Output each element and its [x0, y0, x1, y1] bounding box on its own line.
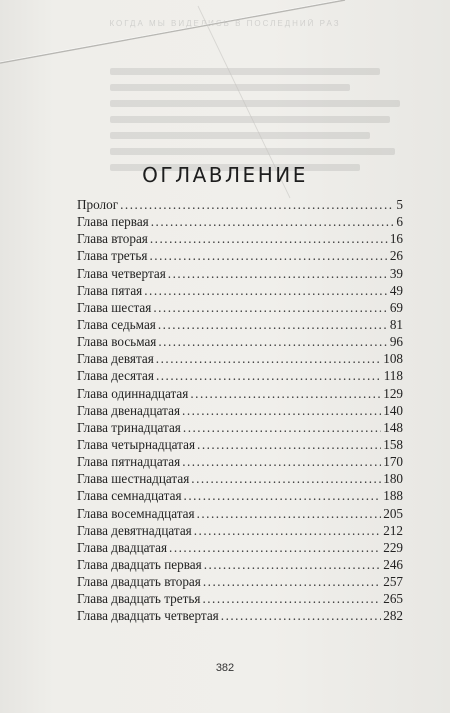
dot-leader — [158, 316, 388, 333]
toc-entry-label: Глава двадцать вторая — [77, 574, 201, 590]
dot-leader — [158, 333, 387, 350]
toc-entry-label: Глава вторая — [77, 231, 148, 247]
toc-entry-label: Глава четырнадцатая — [77, 436, 196, 452]
dot-leader — [197, 505, 382, 522]
toc-entry-page: 170 — [383, 454, 403, 470]
dot-leader — [150, 230, 388, 247]
toc-entry-page: 6 — [396, 214, 403, 230]
toc-entry-label: Глава третья — [77, 248, 148, 264]
page-number: 382 — [215, 662, 235, 674]
toc-entry-label: Глава пятнадцатая — [77, 454, 181, 470]
toc-entry-page: 212 — [383, 522, 403, 538]
dot-leader — [144, 282, 388, 299]
toc-entry — [77, 333, 403, 350]
toc-entry-page: 39 — [389, 265, 403, 281]
toc-entry-label: Глава десятая — [77, 368, 154, 384]
toc-entry — [77, 316, 403, 333]
toc-entry-label: Глава двадцать третья — [77, 591, 201, 607]
toc-entry-page: 81 — [389, 316, 403, 332]
toc-entry — [77, 230, 403, 247]
running-head: КОГДА МЫ ВИДЕЛИСЬ В ПОСЛЕДНИЙ РАЗ — [109, 19, 341, 28]
toc-entry — [77, 299, 403, 316]
toc-entry — [77, 522, 403, 539]
toc-entry-page: 5 — [396, 197, 403, 212]
toc-entry-page: 69 — [389, 299, 403, 315]
toc-entry-label: Глава восемнадцатая — [77, 505, 195, 521]
dot-leader — [149, 247, 387, 264]
toc-entry — [77, 505, 403, 522]
toc-entry-label: Глава девятая — [77, 351, 154, 367]
toc-entry-page: 129 — [383, 385, 403, 401]
toc-entry-page: 188 — [383, 488, 403, 504]
toc-entry-label: Глава четвертая — [77, 265, 166, 281]
toc-entry — [77, 556, 403, 573]
dot-leader — [202, 590, 381, 607]
toc-entry-page: 180 — [383, 471, 403, 487]
toc-entry — [77, 590, 403, 607]
toc-entry-page: 257 — [383, 574, 403, 590]
toc-entry — [77, 436, 403, 453]
toc-entry-label: Глава тринадцатая — [77, 419, 181, 435]
toc-entry-label: Глава восьмая — [77, 334, 157, 350]
dot-leader — [182, 402, 381, 419]
toc-entry-label: Глава семнадцатая — [77, 488, 182, 504]
toc-entry-page: 265 — [383, 591, 403, 607]
toc-entry-page: 140 — [383, 402, 403, 418]
toc-entry-label: Глава пятая — [77, 282, 143, 298]
dot-leader — [190, 385, 381, 402]
dot-leader — [168, 265, 388, 282]
page-title: ОГЛАВЛЕНИЕ — [142, 163, 308, 188]
dot-leader — [221, 607, 381, 624]
dot-leader — [191, 470, 381, 487]
toc-entry-page: 282 — [383, 608, 403, 624]
toc-entry — [77, 247, 403, 264]
toc-entry — [77, 607, 403, 624]
toc-entry — [77, 265, 403, 282]
toc-entry-page: 108 — [383, 351, 403, 367]
toc-entry — [77, 402, 403, 419]
toc-entry — [77, 213, 403, 230]
dot-leader — [194, 522, 381, 539]
toc-entry-label: Глава девятнадцатая — [77, 522, 192, 538]
toc-entry — [77, 419, 403, 436]
toc-entry-page: 148 — [383, 419, 403, 435]
toc-entry-page: 158 — [383, 436, 403, 452]
dot-leader — [204, 556, 382, 573]
dot-leader — [182, 453, 381, 470]
toc-entry-label: Глава двадцать первая — [77, 556, 202, 572]
toc-entry-label: Глава шестнадцатая — [77, 471, 190, 487]
toc-entry-label: Глава одиннадцатая — [77, 385, 189, 401]
dot-leader — [203, 573, 381, 590]
toc-entry — [77, 350, 403, 367]
toc-entry — [77, 282, 403, 299]
toc-entry — [77, 453, 403, 470]
toc-entry — [77, 196, 403, 213]
toc-entry-label: Глава двенадцатая — [77, 402, 181, 418]
toc-entry — [77, 470, 403, 487]
toc-entry-label: Глава седьмая — [77, 316, 156, 332]
toc-entry-page: 16 — [389, 231, 403, 247]
dot-leader — [153, 299, 388, 316]
toc-entry-label: Глава двадцатая — [77, 539, 168, 555]
table-of-contents — [77, 196, 403, 625]
toc-entry-page: 96 — [389, 334, 403, 350]
toc-entry — [77, 385, 403, 402]
toc-entry-label: Глава шестая — [77, 299, 152, 315]
dot-leader — [183, 419, 381, 436]
dot-leader — [197, 436, 381, 453]
dot-leader — [169, 539, 381, 556]
toc-entry-label: Глава двадцать четвертая — [77, 608, 219, 624]
dot-leader — [151, 213, 395, 230]
toc-entry-page: 205 — [383, 505, 403, 521]
toc-entry-page: 26 — [389, 248, 403, 264]
dot-leader — [156, 367, 382, 384]
dot-leader — [120, 196, 394, 213]
toc-entry-page: 246 — [383, 556, 403, 572]
toc-entry-page: 229 — [383, 539, 403, 555]
dot-leader — [156, 350, 381, 367]
toc-entry-label: Глава первая — [77, 214, 149, 230]
toc-entry-page: 49 — [389, 282, 403, 298]
toc-entry — [77, 539, 403, 556]
toc-entry-label: Пролог — [77, 197, 119, 212]
dot-leader — [184, 487, 382, 504]
toc-entry — [77, 573, 403, 590]
toc-entry — [77, 487, 403, 504]
toc-entry-page: 118 — [383, 368, 403, 384]
toc-entry — [77, 367, 403, 384]
